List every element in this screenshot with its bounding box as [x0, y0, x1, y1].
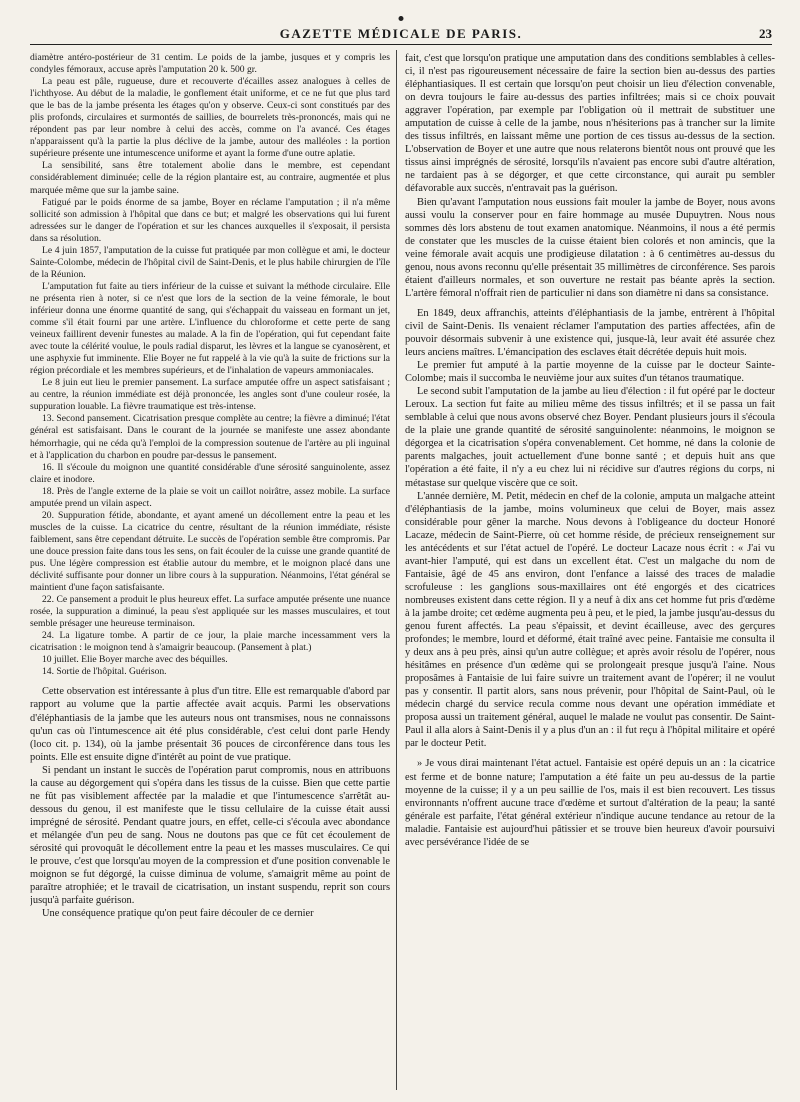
paragraph: En 1849, deux affranchis, atteints d'éléphantiasis de la jambe, entrèrent à l'hôpital civil de Saint-Denis. Ils venaient réclamer l'amputation des parties affectées, afin de pouvoir désormais subvenir à une existence qui, jusque-là, leur avait été assurée chez leurs anciens maîtres. L'émancipation des esclaves était décrétée depuis huit mois.: [405, 307, 775, 359]
paragraph: diamètre antéro-postérieur de 31 centim. Le poids de la jambe, jusques et y compris les condyles fémoraux, accuse après l'amputation 20 k. 500 gr.: [30, 52, 390, 76]
paragraph: Le second subit l'amputation de la jambe au lieu d'élection : il fut opéré par le docteur Leroux. La section fut faite au milieu même des tissus infiltrés; et il se passa un fait semblable à celui que nous avons observé chez Boyer. Pendant plusieurs jours il s'écoula de la plaie une grande quantité de sérosité sanguinolente: néanmoins, le moignon se dégorgea et la cicatrisation s'opéra convenablement. Cet homme, né dans la colonie de parents malgaches, jouit actuellement d'une bonne santé ; et depuis huit ans que l'opération a été faite, il n'y a eu chez lui ni récidive sur d'autres régions du corps, ni métastase sur quelque viscère que ce soit.: [405, 386, 775, 489]
right-column: [405, 52, 775, 1092]
paragraph: Le premier fut amputé à la partie moyenne de la cuisse par le docteur Sainte-Colombe; mais il succomba le neuvième jour aux suites d'un tétanos traumatique.: [405, 360, 775, 385]
paragraph: Cette observation est intéressante à plus d'un titre. Elle est remarquable d'abord par rapport au volume que la partie affectée avait acquis. Parmi les observations d'éléphantiasis de la jambe que les auteurs nous ont transmises, nous ne connaissons qu'un cas où l'intumescence ait été plus considérable, c'est celui dont parle Hendy (loco cit. p. 134), où la jambe présentait 36 pouces de circonférence dans tous les points. Elle est ensuite digne d'intérêt au point de vue pratique.: [30, 686, 390, 763]
paragraph: 13. Second pansement. Cicatrisation presque complète au centre; la fièvre a diminué; l'état général est satisfaisant. Dans le courant de la journée se manifeste une assez abondante hémorrhagie, qui ne céda qu'à l'emploi de la compression soutenue de l'artère au pli inguinal et à l'application du charbon en poudre par-dessus le pansement.: [30, 413, 390, 461]
page-header: [30, 18, 772, 45]
paragraph: Fatigué par le poids énorme de sa jambe, Boyer en réclame l'amputation ; il n'a même sollicité son admission à l'hôpital que dans ce but; et malgré les observations qui lui furent adressées sur le danger de l'opération et sur les chances auxquelles il s'exposait, il persista dans sa résolution.: [30, 196, 390, 244]
paragraph: 20. Suppuration fétide, abondante, et ayant amené un décollement entre la peau et les muscles de la cuisse. La cicatrice du centre, résultant de la réunion immédiate, résiste faiblement, sans être cependant détruite. Le succès de l'opération semble être compromis. Par une douce pression faite dans tous les sens, on fait écouler de la cuisse une grande quantité de pus. Une légère compression est établie autour du membre, et le moignon placé dans une déclivité suffisante pour donner un libre cours à la suppuration. Néanmoins, l'état général se maintient d'une façon satisfaisante.: [30, 509, 390, 594]
paragraph: L'amputation fut faite au tiers inférieur de la cuisse et suivant la méthode circulaire. Elle ne présenta rien à noter, si ce n'est que lors de la section de la veine fémorale, le bout inférieur donna une énorme quantité de sang, qui s'échappait du vaisseau en formant un jet, comme s'il était fourni par une artère. L'influence du chloroforme et cette perte de sang veineux faillirent devenir funestes au malade. A la fin de l'opération, qui fut cependant faite avec toute la célérité voulue, le pouls radial disparut, les lèvres et la langue se cyanosèrent, et une asphyxie fut imminente. Elie Boyer ne fut rappelé à la vie qu'à la suite de frictions sur la région précordiale et les membres supérieurs, et de l'inhalation de vapeurs ammoniacales.: [30, 280, 390, 377]
paragraph: 16. Il s'écoule du moignon une quantité considérable d'une sérosité sanguinolente, assez claire et inodore.: [30, 461, 390, 485]
paragraph: 14. Sortie de l'hôpital. Guérison.: [42, 666, 167, 678]
paragraph: fait, c'est que lorsqu'on pratique une amputation dans des conditions semblables à celles-ci, il n'est pas rigoureusement nécessaire de faire la section bien au-dessus des parties éléphantiasiques. Il est certain que lorsqu'on peut choisir un lieu d'élection convenable, on devra toujours le faire au-dessus des parties infiltrées; mais si ce choix pouvait aggraver l'opération, par exemple par l'obligation où il mettrait de substituer une amputation de cuisse à celle de la jambe, nous n'hésiterions pas à trancher sur la limite des tissus infiltrés, en laissant même une portion de ces tissus au-dessus de la section. L'observation de Boyer et une autre que nous relaterons bientôt nous ont prouvé que les tissus ainsi imprégnés de sérosité, lorsqu'ils n'avaient pas encore subi d'autre altération, ne tardaient pas à se dégorger, et que cette circonstance, qui aurait pu sembler défavorable aux succès, n'entravait pas la guérison.: [405, 53, 775, 195]
paragraph: Le 4 juin 1857, l'amputation de la cuisse fut pratiquée par mon collègue et ami, le docteur Sainte-Colombe, médecin de l'hôpital civil de Saint-Denis, et le plus habile chirurgien de l'île de la Réunion.: [30, 244, 390, 280]
column-divider: [396, 50, 397, 1090]
paragraph: » Je vous dirai maintenant l'état actuel. Fantaisie est opéré depuis un an : la cicatrice est ferme et de bonne nature; l'amputation a été faite un peu au-dessus de la partie moyenne de la cuisse; il y a un peu saillie de l'os, mais il est bien recouvert. Les tissus environnants n'offrent aucune trace d'œdème et surtout d'altération de la peau; la santé générale est parfaite, l'état général extérieur n'indique aucune tendance au retour de la maladie. Fantaisie est aujourd'hui pâtissier et se trouve bien heureux d'avoir poursuivi avec persévérance l'idée de se: [405, 758, 775, 848]
paragraph: Si pendant un instant le succès de l'opération parut compromis, nous en attribuons la cause au dégorgement qui s'opéra dans les tissus de la cuisse. Bien que cette partie ne fût pas visiblement affectée par la maladie et que l'intumescence s'arrêtât au-dessous du genou, il est manifeste que le tissu cellulaire de la cuisse était aussi imprégné de sérosité. Pendant quatre jours, en effet, celle-ci s'écoula avec abondance et mélangée d'un peu de sang. Nous ne doutons pas que ce fût cet écoulement de sérosité qui provoquât le décollement entre la peau et les masses musculaires. Ce qui le prouve, c'est que lorsqu'au moyen de la compression et d'une position convenable le moignon se fut dégorgé, la cuisse diminua de volume, s'amaigrit même au point de paraître atrophiée; et le travail de cicatrisation, un instant suspendu, reprit son cours jusqu'à parfaite guérison.: [30, 764, 390, 907]
paragraph: La peau est pâle, rugueuse, dure et recouverte d'écailles assez analogues à celles de l'ichthyose. Au début de la maladie, le gonflement était uniforme, et ce ne fut que plus tard que le bas de la jambe présenta les étages qu'on y observe. Ceux-ci sont constitués par des plis profonds, circulaires et surmontés de saillies, de bourrelets très-prononcés, mais qui ne répondent pas par leur nombre à celui des accès, comme on l'a avancé. Ces étages n'apparaissent qu'à la partie la plus déclive de la jambe, autour des malléoles : la portion supérieure présente une intumescence uniforme et ayant la forme d'une outre aplatie.: [30, 76, 390, 160]
paragraph: 24. La ligature tombe. A partir de ce jour, la plaie marche incessamment vers la cicatrisation : le moignon tend à s'amaigrir beaucoup. (Pansement à plat.): [30, 630, 390, 654]
paragraph: 10 juillet. Elie Boyer marche avec des béquilles.: [42, 654, 228, 666]
page-number: 23: [759, 26, 772, 41]
paragraph: 18. Près de l'angle externe de la plaie se voit un caillot noirâtre, assez mobile. La surface amputée prend un vilain aspect.: [30, 485, 390, 509]
paragraph: Une conséquence pratique qu'on peut faire découler de ce dernier: [42, 908, 314, 920]
left-column: [30, 52, 390, 1092]
journal-title: GAZETTE MÉDICALE DE PARIS.: [279, 26, 523, 41]
ornament-dot: [399, 16, 404, 21]
paragraph: Bien qu'avant l'amputation nous eussions fait mouler la jambe de Boyer, nous avons aussi voulu la conserver pour en faire hommage au musée Dupuytren. Nous nous sommes dès lors abstenu de tout examen anatomique. Néanmoins, il nous a été permis de constater que les muscles de la cuisse étaient bien colorés et non amincis, que la veine fémorale avait acquis une prodigieuse dilatation : à 6 centimètres au-dessus du genou, nous avons reconnu qu'elle présentait 35 millimètres de circonférence. Ses parois étaient d'ailleurs normales, et son ouverture ne restait pas béante après la section. L'artère fémoral n'offrait rien de particulier ni dans son diamètre ni dans sa consistance.: [405, 196, 775, 299]
paragraph: La sensibilité, sans être totalement abolie dans le membre, est cependant considérablement diminuée; celle de la région plantaire est, au contraire, augmentée et plus marquée même que sur la jambe saine.: [30, 160, 390, 196]
paragraph: L'année dernière, M. Petit, médecin en chef de la colonie, amputa un malgache atteint d'éléphantiasis de la jambe, moins volumineux que celui de Boyer, mais assez considérable pour gêner la marche. Nous devons à l'obligeance du docteur Honoré Lacaze, médecin de Saint-Pierre, où cet homme réside, de précieux renseignement sur les antécédents et sur l'état actuel de l'opéré. Le docteur Lacaze nous écrit : « J'ai vu avant-hier l'amputé, qui est dans un excellent état. C'est un malgache du nom de Fantaisie, âgé de 45 ans environ, dont l'enfance a laissé des traces de maladie scrofuleuse : les ganglions sous-maxillaires ont été engorgés et des cicatrices nombreuses existent dans cette région. Il y a neuf à dix ans cet homme fut pris d'œdème à la jambe droite; cet œdème augmenta peu à peu, et le pied, la jambe jusqu'au-dessus du genou furent affectés. La peau s'épaissit, et devint écailleuse, avec des gerçures profondes; le membre, lourd et déformé, était traîné avec peine. Fantaisie me consulta il y deux ans à peu près, ainsi qu'un autre collègue; et après avoir résolu de l'opérer, nous hésitâmes en présence d'un œdème qui se prolongeait presque jusqu'à l'aine. Nous proposâmes à Fantaisie de lui faire suivre un traitement avant de l'opérer; il ne voulut pas y consentir. Il partit alors, sans nous prévenir, pour l'hôpital de Saint-Paul, où le médecin chargé du service recula comme nous devant une opération immédiate et proposa aussi un traitement général, auquel le malade ne voulut pas consentir. De Saint-Paul il alla alors à Saint-Denis il y a plus d'un an : il fut reçu à l'hôpital militaire et opéré par le docteur Petit.: [405, 490, 775, 750]
paragraph: 22. Ce pansement a produit le plus heureux effet. La surface amputée présente une nuance rosée, la suppuration a diminué, la peau s'est appliquée sur les masses musculaires, et tout semble présager une heureuse terminaison.: [30, 594, 390, 630]
paragraph: Le 8 juin eut lieu le premier pansement. La surface amputée offre un aspect satisfaisant ; au centre, la réunion immédiate est déjà prononcée, les angles sont d'une couleur rosée, la suppuration louable. La fièvre traumatique est très-intense.: [30, 377, 390, 413]
